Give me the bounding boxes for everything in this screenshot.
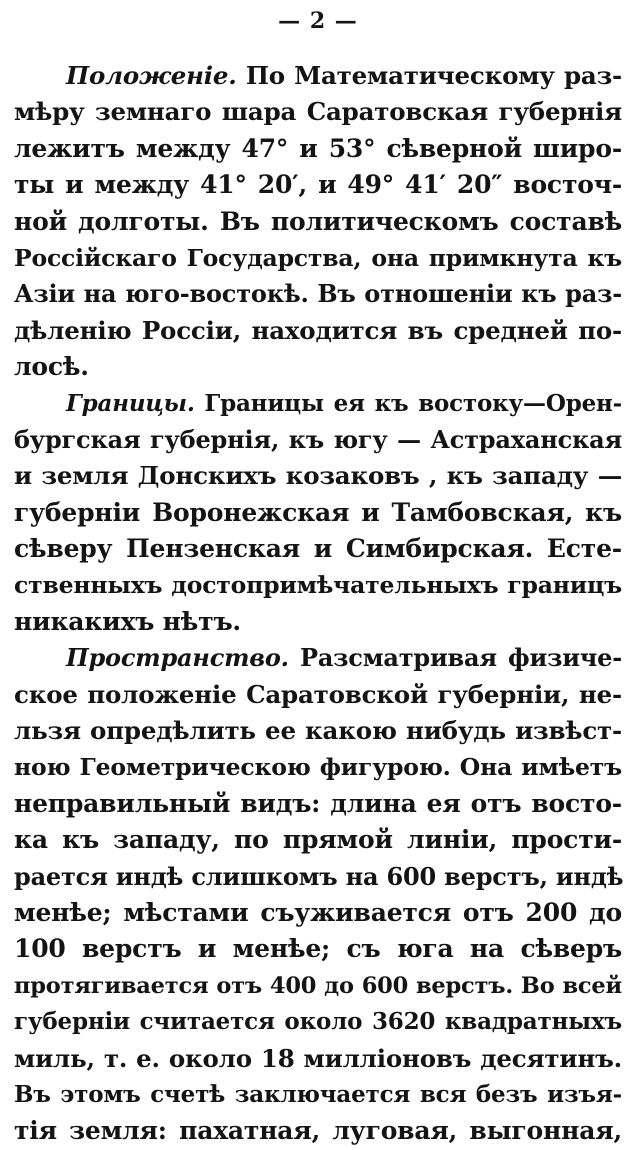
text-line: Азiи на юго-востокѣ. Въ отношенiи къ раз- bbox=[14, 279, 622, 309]
text-line: рается индѣ слишкомъ на 600 верстъ, индѣ bbox=[14, 861, 624, 891]
text-line: ты и между 41° 20′, и 49° 41′ 20″ восточ- bbox=[14, 170, 622, 200]
page-number: — 2 — bbox=[278, 8, 358, 34]
paragraph-borders bbox=[14, 386, 622, 641]
body-text bbox=[14, 58, 622, 1150]
text-line: ной долготы. Въ политическомъ составѣ bbox=[14, 206, 622, 236]
text-line: сѣверу Пензенская и Симбирская. Есте- bbox=[14, 534, 622, 564]
text-line: 100 верстъ и менѣе; съ юга на сѣверъ bbox=[14, 934, 622, 964]
text-line: дѣленiю Россiи, находится въ средней по- bbox=[14, 315, 622, 345]
text-line: губернiи Воронежская и Тамбовская, къ bbox=[14, 497, 622, 527]
text-line: губернiи считается около 3620 квадратныхъ bbox=[14, 1008, 622, 1036]
text-line: ною Геометрическою фигурою. Она имѣетъ bbox=[14, 753, 622, 782]
text-line: неправильный видъ: длина ея отъ восто- bbox=[14, 788, 622, 818]
line-text: Границы ея къ востоку—Орен- bbox=[204, 389, 622, 417]
text-line: тiя земля: пахатная, луговая, выгонная, bbox=[14, 1116, 622, 1146]
text-line: Россiйскаго Государства, она примкнута къ bbox=[14, 243, 622, 272]
paragraph-heading: Положенiе. bbox=[66, 61, 237, 90]
line-text: Разсматривая физиче- bbox=[299, 643, 622, 673]
text-line: ственныхъ достопримѣчательныхъ границъ bbox=[14, 571, 622, 600]
text-line: и земля Донскихъ козаковъ , къ западу — bbox=[14, 461, 622, 491]
line-text: По Математическому раз- bbox=[245, 61, 622, 90]
text-line: ское положенiе Саратовской губернiи, не- bbox=[14, 679, 622, 709]
text-line: мѣру земнаго шара Саратовская губернiя bbox=[14, 97, 622, 127]
paragraph-heading: Пространство. bbox=[66, 643, 289, 673]
text-line: ка къ западу, по прямой линiи, прости- bbox=[14, 825, 622, 855]
text-line: лежитъ между 47° и 53° сѣверной широ- bbox=[14, 133, 622, 163]
text-line bbox=[14, 386, 622, 422]
text-line: лосѣ. bbox=[14, 352, 89, 382]
text-line: протягивается отъ 400 до 600 верстъ. Во всей bbox=[14, 972, 622, 999]
paragraph-extent bbox=[14, 640, 622, 1149]
text-line bbox=[14, 640, 622, 676]
paragraph-heading: Границы. bbox=[66, 389, 195, 417]
text-line: никакихъ нѣтъ. bbox=[14, 606, 241, 636]
paragraph-location bbox=[14, 58, 622, 386]
text-line: менѣе; мѣстами съуживается отъ 200 до bbox=[14, 897, 622, 927]
text-line: Въ этомъ счетѣ заключается вся безъ изъя- bbox=[14, 1080, 622, 1108]
text-line: бургская губернiя, къ югу — Астраханская bbox=[14, 424, 622, 454]
text-line: миль, т. е. около 18 миллiоновъ десятинъ. bbox=[14, 1043, 622, 1073]
text-line bbox=[14, 58, 622, 94]
book-page bbox=[14, 0, 624, 1146]
text-line: льзя опредѣлить ее какою нибудь извѣст- bbox=[14, 716, 622, 746]
